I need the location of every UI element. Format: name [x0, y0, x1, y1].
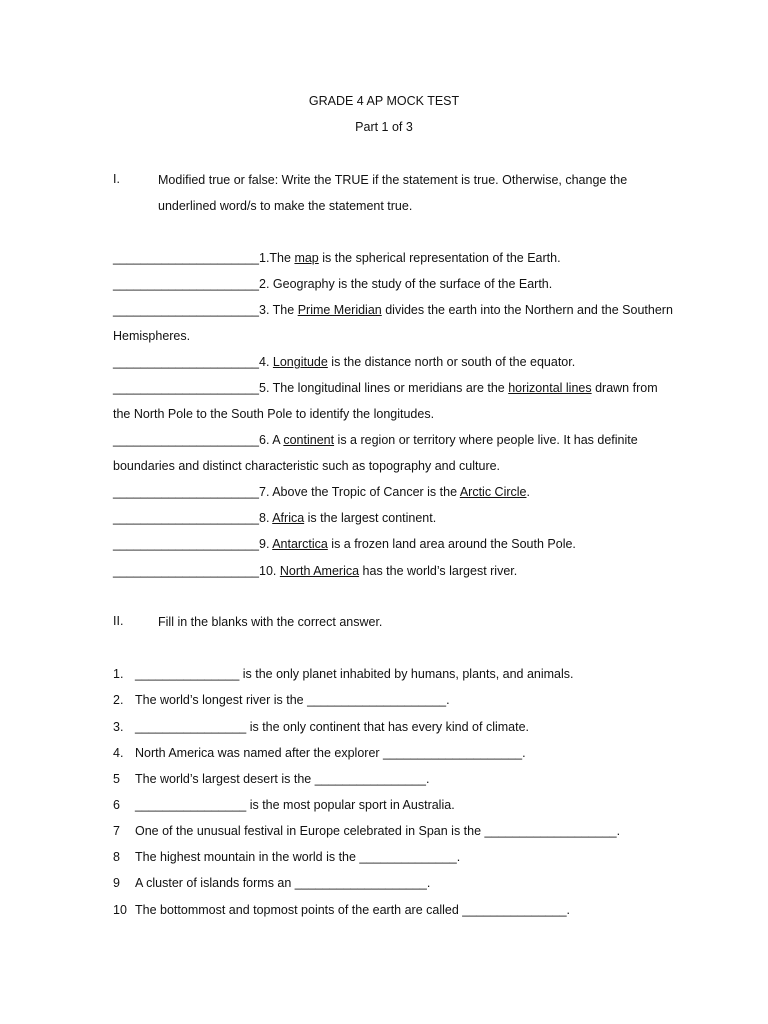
fill-in-text[interactable]: One of the unusual festival in Europe celebrated in Span is the ___________________. [135, 824, 621, 838]
tf-item [113, 276, 693, 292]
tf-item-text: is the largest continent. [304, 511, 437, 525]
fill-in-number: 5 [113, 772, 120, 786]
tf-item [113, 302, 693, 318]
fill-in-text[interactable]: _______________ is the only planet inhabited by humans, plants, and animals. [135, 667, 574, 681]
underlined-term: horizontal lines [508, 381, 592, 395]
tf-item [113, 380, 693, 396]
tf-item-text: 6. A [259, 433, 284, 447]
tf-item-text: 5. The longitudinal lines or meridians are the [259, 381, 509, 395]
section-2-instruction: Fill in the blanks with the correct answer. [158, 615, 383, 629]
tf-item [113, 354, 693, 370]
tf-item-text: 3. The [259, 303, 298, 317]
answer-blank[interactable]: _____________________ [113, 277, 259, 291]
tf-item-text: 10. [259, 564, 280, 578]
answer-blank[interactable]: _____________________ [113, 251, 259, 265]
fill-in-text[interactable]: ________________ is the most popular sport in Australia. [135, 798, 455, 812]
answer-blank[interactable]: _____________________ [113, 485, 259, 499]
tf-item-text: is the spherical representation of the Earth. [318, 251, 561, 265]
tf-item-continuation: boundaries and distinct characteristic such as topography and culture. [113, 459, 501, 473]
underlined-term: map [294, 251, 319, 265]
tf-item-text: 2. Geography is the study of the surface of the Earth. [259, 277, 553, 291]
fill-in-number: 1. [113, 667, 124, 681]
tf-item-text: is the distance north or south of the equator. [327, 355, 576, 369]
tf-item [113, 563, 693, 579]
tf-item-continuation: Hemispheres. [113, 329, 191, 343]
tf-item [113, 432, 693, 448]
answer-blank[interactable]: _____________________ [113, 537, 259, 551]
answer-blank[interactable]: _____________________ [113, 381, 259, 395]
fill-in-number: 8 [113, 850, 120, 864]
fill-in-number: 2. [113, 693, 124, 707]
fill-in-text[interactable]: A cluster of islands forms an ___________________. [135, 876, 431, 890]
fill-in-number: 3. [113, 720, 124, 734]
underlined-term: continent [283, 433, 335, 447]
fill-in-number: 9 [113, 876, 120, 890]
answer-blank[interactable]: _____________________ [113, 355, 259, 369]
page-subtitle: Part 1 of 3 [355, 120, 413, 134]
tf-item-text: 4. [259, 355, 273, 369]
underlined-term: Africa [272, 511, 305, 525]
underlined-term: North America [279, 564, 360, 578]
tf-item-text: . [526, 485, 530, 499]
tf-item-continuation: the North Pole to the South Pole to identify the longitudes. [113, 407, 435, 421]
tf-item-text: drawn from [591, 381, 658, 395]
section-1-instruction-line-1: Modified true or false: Write the TRUE if the statement is true. Otherwise, change the [158, 173, 628, 187]
fill-in-number: 6 [113, 798, 120, 812]
fill-in-number: 10 [113, 903, 127, 917]
page-title: GRADE 4 AP MOCK TEST [308, 94, 460, 108]
tf-item-text: divides the earth into the Northern and the Southern [381, 303, 673, 317]
tf-item-text: 1.The [259, 251, 295, 265]
tf-item [113, 250, 693, 266]
tf-item-text: 7. Above the Tropic of Cancer is the [259, 485, 460, 499]
tf-item [113, 484, 693, 500]
tf-item-text: 8. [259, 511, 273, 525]
underlined-term: Antarctica [272, 537, 328, 551]
underlined-term: Longitude [272, 355, 328, 369]
fill-in-text[interactable]: The world’s longest river is the ____________________. [135, 693, 450, 707]
tf-item-text: is a region or territory where people live. It has definite [334, 433, 638, 447]
answer-blank[interactable]: _____________________ [113, 303, 259, 317]
fill-in-text[interactable]: The bottommost and topmost points of the earth are called _______________. [135, 903, 571, 917]
section-1-instruction-line-2: underlined word/s to make the statement true. [158, 199, 413, 213]
tf-item [113, 510, 693, 526]
section-1-instruction [158, 167, 678, 219]
tf-item-text: has the world’s largest river. [359, 564, 518, 578]
underlined-term: Arctic Circle [459, 485, 527, 499]
tf-item [113, 536, 693, 552]
fill-in-text[interactable]: North America was named after the explorer ____________________. [135, 746, 526, 760]
answer-blank[interactable]: _____________________ [113, 511, 259, 525]
tf-item-text: 9. [259, 537, 273, 551]
section-2-number: II. [113, 614, 124, 628]
answer-blank[interactable]: _____________________ [113, 564, 259, 578]
section-1-number: I. [113, 172, 120, 186]
fill-in-number: 4. [113, 746, 124, 760]
underlined-term: Prime Meridian [297, 303, 382, 317]
fill-in-number: 7 [113, 824, 120, 838]
fill-in-text[interactable]: ________________ is the only continent that has every kind of climate. [135, 720, 530, 734]
fill-in-text[interactable]: The highest mountain in the world is the ______________. [135, 850, 461, 864]
fill-in-text[interactable]: The world’s largest desert is the ________________. [135, 772, 430, 786]
answer-blank[interactable]: _____________________ [113, 433, 259, 447]
tf-item-text: is a frozen land area around the South Pole. [327, 537, 576, 551]
